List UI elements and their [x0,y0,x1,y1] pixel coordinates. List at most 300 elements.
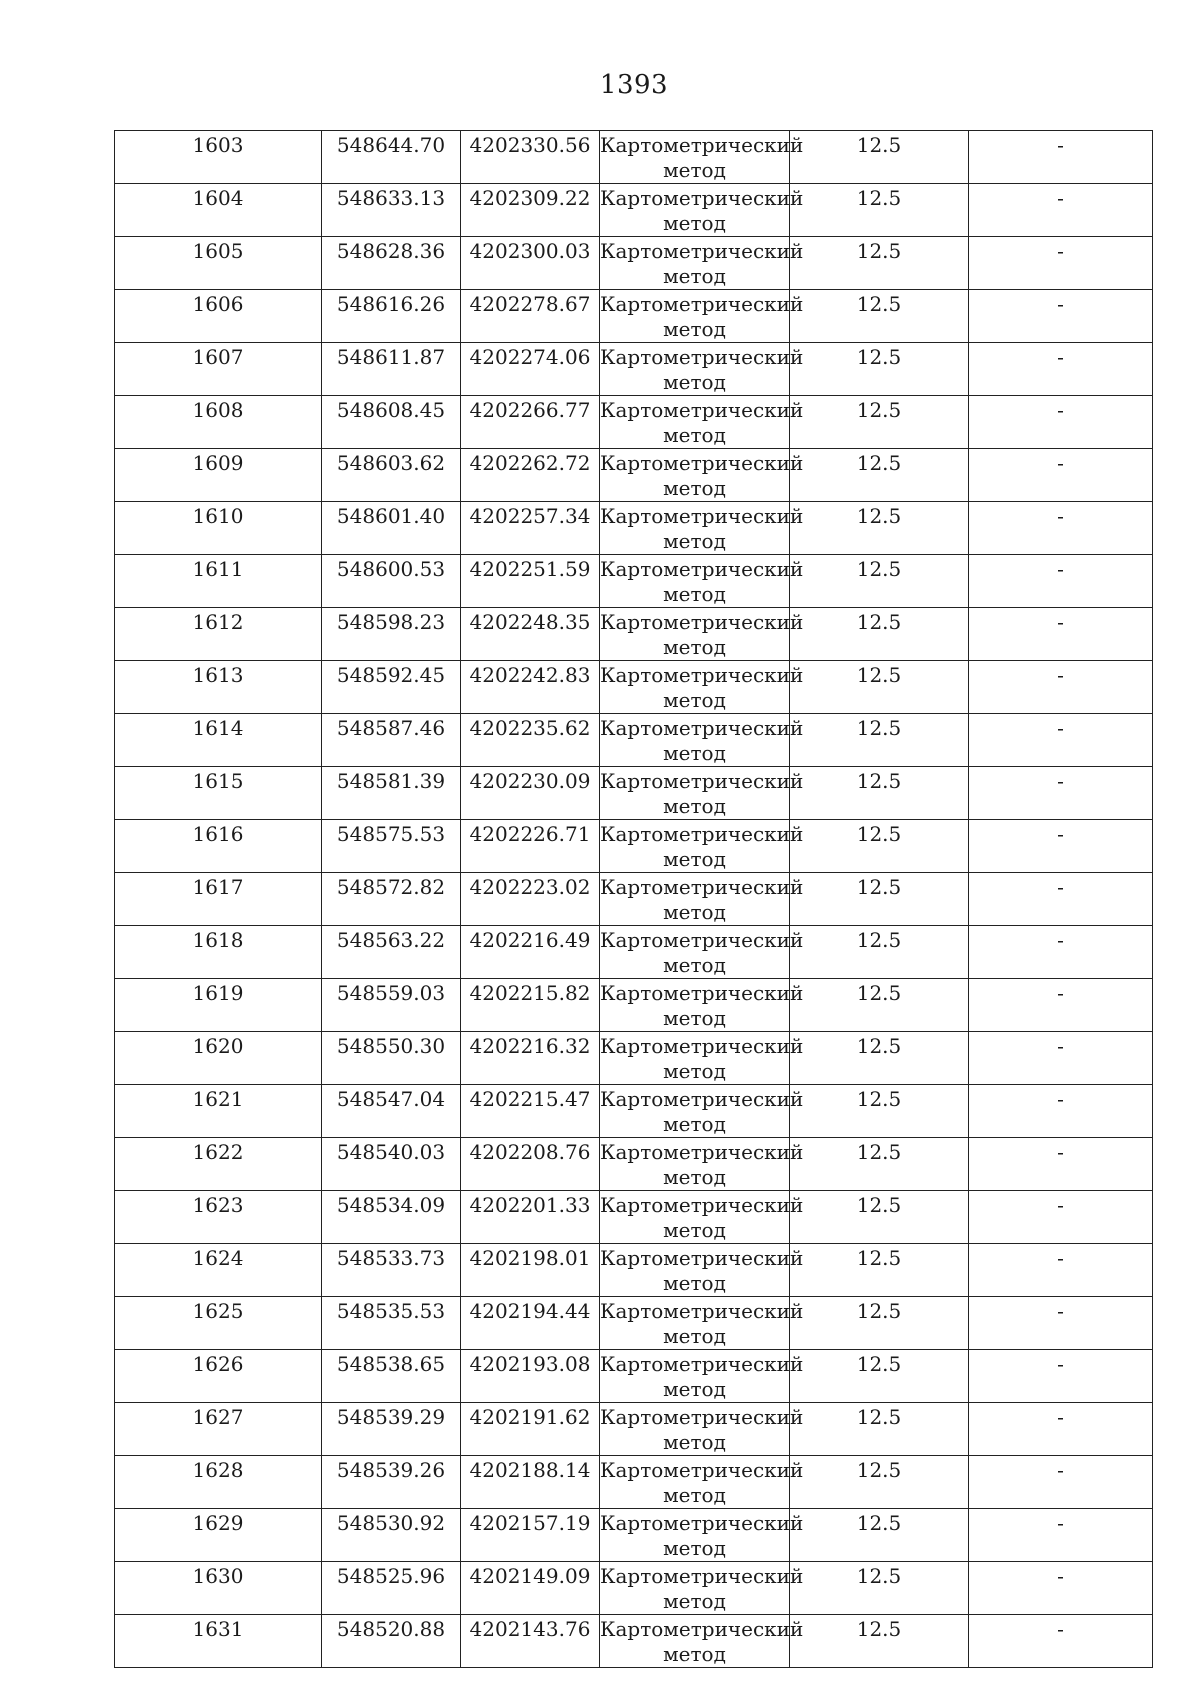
y-coordinate-cell [461,237,600,290]
point-number-cell [115,1562,322,1615]
point-number-cell [115,343,322,396]
note-cell-text: - [1057,186,1064,210]
note-cell-text: - [1057,981,1064,1005]
method-cell [600,1350,804,1403]
accuracy-cell-text: 12.5 [856,1352,902,1376]
note-cell-text: - [1057,1299,1064,1323]
method-cell-text: Картометрический метод [600,1405,804,1454]
y-coordinate-cell-text: 4202257.34 [469,504,591,528]
note-cell-text: - [1057,769,1064,793]
note-cell [969,502,1153,555]
point-number-cell [115,184,322,237]
x-coordinate-cell [322,1191,461,1244]
method-cell [600,1297,804,1350]
accuracy-cell [790,1191,969,1244]
table-row [115,820,1153,873]
method-cell-text: Картометрический метод [600,1564,804,1613]
point-number-cell [115,661,322,714]
note-cell [969,1297,1153,1350]
note-cell-text: - [1057,1458,1064,1482]
accuracy-cell [790,1085,969,1138]
method-cell [600,396,804,449]
y-coordinate-cell-text: 4202149.09 [469,1564,591,1588]
point-number-cell-text: 1627 [192,1405,244,1429]
x-coordinate-cell [322,979,461,1032]
accuracy-cell-text: 12.5 [856,1299,902,1323]
note-cell-text: - [1057,716,1064,740]
x-coordinate-cell-text: 548559.03 [336,981,446,1005]
accuracy-cell [790,1509,969,1562]
accuracy-cell [790,820,969,873]
x-coordinate-cell-text: 548539.29 [336,1405,446,1429]
y-coordinate-cell [461,661,600,714]
note-cell-text: - [1057,557,1064,581]
y-coordinate-cell-text: 4202216.32 [469,1034,591,1058]
x-coordinate-cell [322,714,461,767]
note-cell [969,396,1153,449]
accuracy-cell [790,184,969,237]
accuracy-cell [790,979,969,1032]
y-coordinate-cell-text: 4202216.49 [469,928,591,952]
method-cell [600,1032,804,1085]
x-coordinate-cell [322,1297,461,1350]
y-coordinate-cell-text: 4202230.09 [469,769,591,793]
point-number-cell-text: 1621 [192,1087,244,1111]
note-cell-text: - [1057,292,1064,316]
note-cell-text: - [1057,1617,1064,1641]
y-coordinate-cell-text: 4202198.01 [469,1246,591,1270]
x-coordinate-cell [322,131,461,184]
x-coordinate-cell [322,502,461,555]
x-coordinate-cell-text: 548547.04 [336,1087,446,1111]
method-cell [600,608,804,661]
y-coordinate-cell [461,184,600,237]
x-coordinate-cell [322,1615,461,1668]
note-cell-text: - [1057,1193,1064,1217]
method-cell-text: Картометрический метод [600,504,804,553]
x-coordinate-cell [322,1403,461,1456]
y-coordinate-cell [461,1138,600,1191]
note-cell [969,555,1153,608]
table-row [115,1350,1153,1403]
note-cell-text: - [1057,1034,1064,1058]
note-cell [969,1509,1153,1562]
y-coordinate-cell-text: 4202201.33 [469,1193,591,1217]
y-coordinate-cell [461,926,600,979]
accuracy-cell-text: 12.5 [856,292,902,316]
point-number-cell-text: 1619 [192,981,244,1005]
point-number-cell-text: 1631 [192,1617,244,1641]
note-cell-text: - [1057,1564,1064,1588]
y-coordinate-cell-text: 4202226.71 [469,822,591,846]
accuracy-cell-text: 12.5 [856,663,902,687]
method-cell-text: Картометрический метод [600,239,804,288]
method-cell [600,1615,804,1668]
method-cell-text: Картометрический метод [600,1299,804,1348]
point-number-cell [115,926,322,979]
accuracy-cell-text: 12.5 [856,1140,902,1164]
table-row [115,1297,1153,1350]
point-number-cell-text: 1607 [192,345,244,369]
note-cell [969,1562,1153,1615]
note-cell [969,1244,1153,1297]
point-number-cell-text: 1613 [192,663,244,687]
accuracy-cell [790,1350,969,1403]
table-row [115,1032,1153,1085]
note-cell [969,767,1153,820]
table-row [115,237,1153,290]
method-cell [600,1562,804,1615]
point-number-cell [115,502,322,555]
method-cell-text: Картометрический метод [600,186,804,235]
x-coordinate-cell [322,1138,461,1191]
note-cell [969,1615,1153,1668]
method-cell-text: Картометрический метод [600,1034,804,1083]
accuracy-cell-text: 12.5 [856,451,902,475]
note-cell-text: - [1057,239,1064,263]
y-coordinate-cell [461,1191,600,1244]
x-coordinate-cell [322,1244,461,1297]
y-coordinate-cell-text: 4202274.06 [469,345,591,369]
point-number-cell-text: 1603 [192,133,244,157]
accuracy-cell [790,1562,969,1615]
y-coordinate-cell-text: 4202215.82 [469,981,591,1005]
method-cell [600,1244,804,1297]
point-number-cell-text: 1628 [192,1458,244,1482]
note-cell-text: - [1057,451,1064,475]
method-cell [600,1085,804,1138]
x-coordinate-cell [322,1456,461,1509]
table-row [115,1085,1153,1138]
table-row [115,396,1153,449]
method-cell [600,555,804,608]
accuracy-cell [790,1456,969,1509]
x-coordinate-cell [322,608,461,661]
y-coordinate-cell [461,1403,600,1456]
point-number-cell-text: 1609 [192,451,244,475]
method-cell-text: Картометрический метод [600,1352,804,1401]
method-cell [600,502,804,555]
accuracy-cell [790,131,969,184]
page-number: 1393 [599,70,669,100]
point-number-cell-text: 1630 [192,1564,244,1588]
table-row [115,714,1153,767]
table-row [115,184,1153,237]
point-number-cell-text: 1620 [192,1034,244,1058]
point-number-cell [115,1297,322,1350]
point-number-cell-text: 1608 [192,398,244,422]
y-coordinate-cell [461,767,600,820]
y-coordinate-cell [461,873,600,926]
x-coordinate-cell [322,1085,461,1138]
y-coordinate-cell-text: 4202157.19 [469,1511,591,1535]
point-number-cell [115,714,322,767]
method-cell [600,767,804,820]
x-coordinate-cell-text: 548563.22 [336,928,446,952]
accuracy-cell [790,290,969,343]
note-cell-text: - [1057,133,1064,157]
method-cell-text: Картометрический метод [600,610,804,659]
y-coordinate-cell-text: 4202262.72 [469,451,591,475]
x-coordinate-cell-text: 548587.46 [336,716,446,740]
accuracy-cell [790,343,969,396]
accuracy-cell [790,1297,969,1350]
point-number-cell-text: 1604 [192,186,244,210]
point-number-cell [115,237,322,290]
coordinates-table-body [115,131,1153,1668]
x-coordinate-cell [322,926,461,979]
method-cell-text: Картометрический метод [600,1246,804,1295]
table-row [115,1244,1153,1297]
accuracy-cell-text: 12.5 [856,1034,902,1058]
note-cell-text: - [1057,610,1064,634]
method-cell [600,1456,804,1509]
x-coordinate-cell-text: 548644.70 [336,133,446,157]
point-number-cell-text: 1623 [192,1193,244,1217]
accuracy-cell-text: 12.5 [856,133,902,157]
point-number-cell [115,1350,322,1403]
accuracy-cell-text: 12.5 [856,186,902,210]
point-number-cell [115,131,322,184]
point-number-cell-text: 1616 [192,822,244,846]
note-cell [969,343,1153,396]
accuracy-cell [790,926,969,979]
note-cell [969,1456,1153,1509]
x-coordinate-cell [322,237,461,290]
point-number-cell [115,1456,322,1509]
method-cell-text: Картометрический метод [600,663,804,712]
point-number-cell-text: 1614 [192,716,244,740]
table-row [115,926,1153,979]
accuracy-cell [790,237,969,290]
x-coordinate-cell-text: 548520.88 [336,1617,446,1641]
accuracy-cell [790,714,969,767]
method-cell [600,1138,804,1191]
x-coordinate-cell-text: 548572.82 [336,875,446,899]
accuracy-cell-text: 12.5 [856,822,902,846]
note-cell [969,926,1153,979]
y-coordinate-cell-text: 4202193.08 [469,1352,591,1376]
accuracy-cell [790,1032,969,1085]
point-number-cell-text: 1612 [192,610,244,634]
x-coordinate-cell-text: 548628.36 [336,239,446,263]
method-cell-text: Картометрический метод [600,133,804,182]
y-coordinate-cell [461,608,600,661]
x-coordinate-cell [322,184,461,237]
y-coordinate-cell-text: 4202242.83 [469,663,591,687]
note-cell-text: - [1057,928,1064,952]
accuracy-cell-text: 12.5 [856,1405,902,1429]
note-cell [969,449,1153,502]
x-coordinate-cell [322,1032,461,1085]
point-number-cell [115,873,322,926]
table-row [115,767,1153,820]
x-coordinate-cell [322,767,461,820]
accuracy-cell-text: 12.5 [856,875,902,899]
accuracy-cell [790,396,969,449]
table-row [115,979,1153,1032]
x-coordinate-cell-text: 548600.53 [336,557,446,581]
table-row [115,343,1153,396]
accuracy-cell [790,1615,969,1668]
method-cell [600,343,804,396]
table-row [115,131,1153,184]
y-coordinate-cell-text: 4202191.62 [469,1405,591,1429]
method-cell [600,1191,804,1244]
method-cell [600,449,804,502]
method-cell-text: Картометрический метод [600,345,804,394]
y-coordinate-cell [461,820,600,873]
x-coordinate-cell [322,449,461,502]
y-coordinate-cell [461,1297,600,1350]
method-cell-text: Картометрический метод [600,1193,804,1242]
x-coordinate-cell-text: 548538.65 [336,1352,446,1376]
method-cell-text: Картометрический метод [600,928,804,977]
point-number-cell [115,290,322,343]
accuracy-cell-text: 12.5 [856,1193,902,1217]
table-row [115,1138,1153,1191]
point-number-cell-text: 1611 [192,557,244,581]
point-number-cell [115,449,322,502]
y-coordinate-cell-text: 4202215.47 [469,1087,591,1111]
x-coordinate-cell [322,820,461,873]
note-cell [969,1032,1153,1085]
table-row [115,555,1153,608]
table-row [115,1562,1153,1615]
y-coordinate-cell-text: 4202143.76 [469,1617,591,1641]
x-coordinate-cell-text: 548601.40 [336,504,446,528]
note-cell [969,1403,1153,1456]
point-number-cell-text: 1622 [192,1140,244,1164]
accuracy-cell [790,873,969,926]
x-coordinate-cell-text: 548592.45 [336,663,446,687]
point-number-cell [115,1032,322,1085]
table-row [115,873,1153,926]
note-cell-text: - [1057,345,1064,369]
accuracy-cell [790,1403,969,1456]
point-number-cell [115,1244,322,1297]
note-cell-text: - [1057,1087,1064,1111]
note-cell [969,1085,1153,1138]
y-coordinate-cell [461,1085,600,1138]
note-cell [969,608,1153,661]
point-number-cell [115,1403,322,1456]
x-coordinate-cell [322,343,461,396]
point-number-cell [115,608,322,661]
y-coordinate-cell [461,979,600,1032]
note-cell [969,873,1153,926]
y-coordinate-cell-text: 4202208.76 [469,1140,591,1164]
table-row [115,290,1153,343]
x-coordinate-cell-text: 548540.03 [336,1140,446,1164]
point-number-cell [115,1138,322,1191]
y-coordinate-cell [461,555,600,608]
x-coordinate-cell [322,290,461,343]
method-cell-text: Картометрический метод [600,1140,804,1189]
point-number-cell [115,1509,322,1562]
y-coordinate-cell-text: 4202300.03 [469,239,591,263]
x-coordinate-cell-text: 548608.45 [336,398,446,422]
method-cell-text: Картометрический метод [600,1458,804,1507]
accuracy-cell [790,608,969,661]
y-coordinate-cell [461,290,600,343]
x-coordinate-cell-text: 548598.23 [336,610,446,634]
accuracy-cell-text: 12.5 [856,716,902,740]
note-cell-text: - [1057,1140,1064,1164]
y-coordinate-cell-text: 4202330.56 [469,133,591,157]
accuracy-cell [790,767,969,820]
point-number-cell-text: 1617 [192,875,244,899]
x-coordinate-cell [322,396,461,449]
note-cell [969,1191,1153,1244]
x-coordinate-cell-text: 548535.53 [336,1299,446,1323]
note-cell [969,184,1153,237]
method-cell [600,1403,804,1456]
x-coordinate-cell-text: 548603.62 [336,451,446,475]
method-cell-text: Картометрический метод [600,1617,804,1666]
point-number-cell-text: 1618 [192,928,244,952]
table-row [115,449,1153,502]
note-cell [969,1350,1153,1403]
point-number-cell-text: 1610 [192,504,244,528]
y-coordinate-cell [461,396,600,449]
accuracy-cell [790,661,969,714]
point-number-cell [115,1085,322,1138]
x-coordinate-cell-text: 548525.96 [336,1564,446,1588]
y-coordinate-cell [461,1615,600,1668]
y-coordinate-cell [461,131,600,184]
y-coordinate-cell [461,502,600,555]
accuracy-cell-text: 12.5 [856,557,902,581]
method-cell-text: Картометрический метод [600,981,804,1030]
y-coordinate-cell-text: 4202223.02 [469,875,591,899]
table-row [115,502,1153,555]
accuracy-cell-text: 12.5 [856,769,902,793]
x-coordinate-cell-text: 548533.73 [336,1246,446,1270]
x-coordinate-cell-text: 548611.87 [336,345,446,369]
x-coordinate-cell [322,873,461,926]
accuracy-cell-text: 12.5 [856,398,902,422]
x-coordinate-cell-text: 548581.39 [336,769,446,793]
y-coordinate-cell [461,1562,600,1615]
note-cell [969,131,1153,184]
note-cell-text: - [1057,663,1064,687]
accuracy-cell-text: 12.5 [856,1511,902,1535]
point-number-cell [115,1191,322,1244]
x-coordinate-cell-text: 548534.09 [336,1193,446,1217]
y-coordinate-cell-text: 4202278.67 [469,292,591,316]
accuracy-cell-text: 12.5 [856,1458,902,1482]
x-coordinate-cell [322,1350,461,1403]
point-number-cell-text: 1629 [192,1511,244,1535]
accuracy-cell-text: 12.5 [856,345,902,369]
point-number-cell-text: 1624 [192,1246,244,1270]
accuracy-cell-text: 12.5 [856,610,902,634]
method-cell-text: Картометрический метод [600,451,804,500]
table-row [115,1456,1153,1509]
x-coordinate-cell [322,1509,461,1562]
y-coordinate-cell-text: 4202194.44 [469,1299,591,1323]
accuracy-cell-text: 12.5 [856,239,902,263]
y-coordinate-cell [461,449,600,502]
x-coordinate-cell-text: 548616.26 [336,292,446,316]
method-cell [600,926,804,979]
note-cell-text: - [1057,1352,1064,1376]
method-cell [600,820,804,873]
table-row [115,1509,1153,1562]
accuracy-cell [790,1244,969,1297]
note-cell [969,290,1153,343]
